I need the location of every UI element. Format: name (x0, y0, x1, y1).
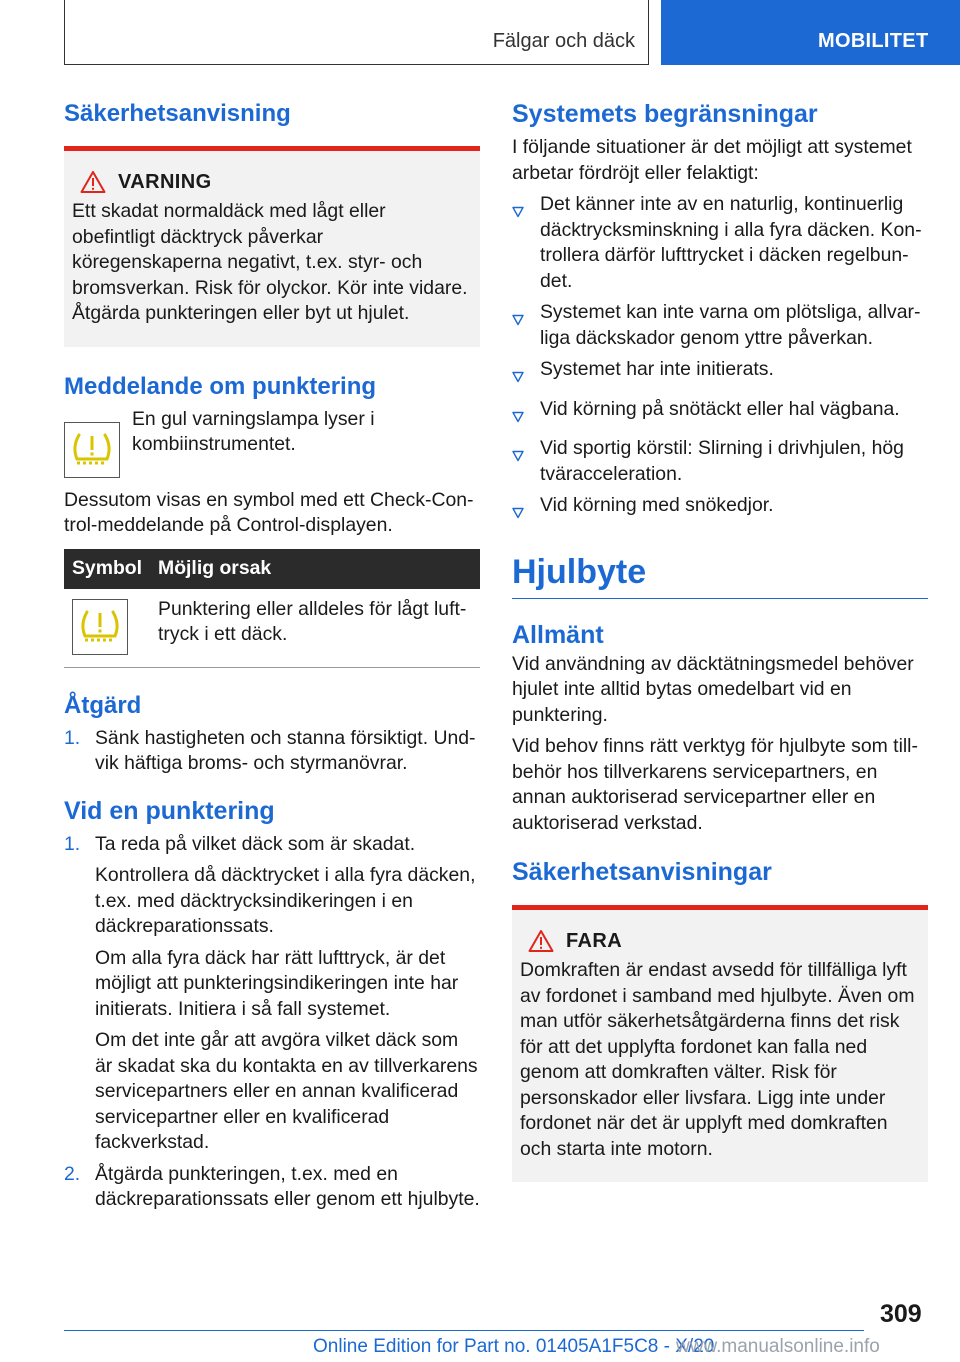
step-text: Ta reda på vilket däck som är skadat. (95, 832, 416, 855)
puncture-steps (64, 832, 480, 1213)
list-item (512, 300, 928, 351)
step-text: Om alla fyra däck har rätt lufttryck, är det möjligt att punkteringsindikeringen inte har initierats. Initiera i så fall systemet. (95, 946, 459, 1020)
triangle-bullet-icon (512, 371, 524, 383)
list-item (64, 726, 480, 777)
warning-title: VARNING (118, 170, 212, 193)
header-section-title: Fälgar och däck (492, 30, 635, 52)
step-text: Åtgärda punkteringen, t.ex. med en däckreparationssats eller genom ett hjulbyte. (95, 1162, 480, 1210)
safety-instructions-heading: Säkerhetsanvisningar (512, 858, 772, 886)
limit-text: Det känner inte av en naturlig, kontinuerlig däcktrycksminskning i alla fyra däcken. Kontrollera därför lufttrycket i däcken regelbundet. (540, 193, 922, 292)
limits-intro: I följande situationer är det möjligt att systemet arbetar fördröjt eller felaktigt: (512, 136, 912, 184)
warning-text: Ett skadat normaldäck med lågt eller obefintligt däcktryck påverkar köregenskaperna negativt, t.ex. styr- och bromsverkan. Risk för olyckor. Kör inte vidare. Åtgärda punkteringen eller byt ut hjulet. (72, 200, 468, 324)
check-control-text: Dessutom visas en symbol med ett Check-Control-meddelande på Control-displayen. (64, 488, 474, 536)
lamp-text: En gul varningslampa lyser i kombiinstrumentet. (132, 407, 375, 455)
wheel-change-heading: Hjulbyte (512, 553, 928, 599)
table-header-cause: Möjlig orsak (150, 549, 480, 589)
puncture-heading: Vid en punktering (64, 796, 275, 825)
step-text: Om det inte går att avgöra vilket däck som är skadat ska du kontakta en av tillverkarens servicepartners eller en annan kvalificerad servicepartner eller en kvalificerad fackverkstad. (95, 1029, 478, 1153)
puncture-message-heading: Meddelande om punktering (64, 372, 377, 400)
header-chapter-tab[interactable] (661, 0, 960, 65)
action-heading: Åtgärd (64, 691, 142, 719)
page-number: 309 (880, 1300, 922, 1328)
danger-box (512, 905, 928, 1182)
step-number: 2. (64, 1162, 81, 1185)
step-text: Sänk hastigheten och stanna försiktigt. Undvik häftiga broms- och styrmanövrar. (95, 726, 476, 774)
tire-pressure-lamp (72, 599, 128, 655)
list-item (64, 832, 480, 1156)
lamp-row (64, 407, 480, 478)
general-heading: Allmänt (512, 620, 604, 649)
triangle-bullet-icon (512, 411, 524, 423)
general-paragraph-2: Vid behov finns rätt verktyg för hjulbyte som tillbehör hos tillverkarens servicepartners, en annan auktoriserad servicepartner eller en auktoriserad verkstad. (512, 735, 918, 834)
triangle-bullet-icon (512, 507, 524, 519)
danger-header (520, 926, 920, 956)
triangle-bullet-icon (512, 206, 524, 218)
warning-header (72, 167, 472, 197)
action-steps (64, 726, 480, 777)
limit-text: Vid sportig körstil: Slirning i drivhjulen, hög tväracceleration. (540, 437, 904, 485)
list-item (512, 493, 928, 527)
table-cell-symbol (64, 589, 150, 668)
footer-edition: Online Edition for Part no. 01405A1F5C8 - X/20 (313, 1336, 715, 1357)
triangle-bullet-icon (512, 450, 524, 462)
step-number: 1. (64, 726, 81, 749)
tire-pressure-warning-icon (69, 429, 115, 471)
limits-list (512, 192, 928, 527)
danger-text: Domkraften är endast avsedd för tillfälliga lyft av fordonet i samband med hjulbyte. Även om man utför säkerhetsåtgärderna finns det risk för att det upplyfta fordonet kan falla ned genom att domkraften välter. Risk för personskador eller livsfara. Ligg inte under fordonet när det är upplyft med domkraften och starta inte motorn. (520, 959, 915, 1160)
symbol-table (64, 549, 480, 668)
table-row (64, 589, 480, 668)
limit-text: Systemet kan inte varna om plötsliga, allvarliga däckskador genom yttre påverkan. (540, 301, 921, 349)
left-column (64, 100, 480, 1213)
limit-text: Vid körning med snökedjor. (540, 494, 774, 516)
tire-pressure-warning-icon (77, 606, 123, 648)
table-header-row (64, 549, 480, 589)
step-number: 1. (64, 832, 81, 855)
warning-triangle-icon (80, 170, 106, 194)
safety-heading: Säkerhetsanvisning (64, 100, 291, 127)
footer-divider (64, 1330, 864, 1331)
list-item (512, 436, 928, 487)
limit-text: Vid körning på snötäckt eller hal vägbana. (540, 397, 900, 420)
step-text: Kontrollera då däcktrycket i alla fyra däcken, t.ex. med däcktrycksindikeringen i en däckreparationssats. (95, 864, 476, 937)
table-cell-cause: Punktering eller alldeles för lågt lufttryck i ett däck. (150, 589, 480, 668)
header-chapter-label: MOBILITET (818, 30, 929, 52)
warning-triangle-icon (528, 929, 554, 953)
triangle-bullet-icon (512, 314, 524, 326)
right-column (512, 100, 928, 1182)
limits-heading: Systemets begränsningar (512, 100, 818, 128)
table-header-symbol: Symbol (64, 549, 150, 589)
watermark: www.manualsonline.info (676, 1336, 880, 1357)
list-item (512, 192, 928, 294)
general-paragraph-1: Vid användning av däcktätningsmedel behöver hjulet inte alltid bytas omedelbart vid en punktering. (512, 652, 914, 726)
list-item (512, 357, 928, 391)
limit-text: Systemet har inte initierats. (540, 358, 774, 380)
list-item (64, 1162, 480, 1213)
warning-box (64, 146, 480, 347)
danger-title: FARA (566, 929, 623, 952)
tire-pressure-lamp (64, 422, 120, 478)
list-item (512, 397, 928, 431)
header-section-box (64, 0, 649, 65)
